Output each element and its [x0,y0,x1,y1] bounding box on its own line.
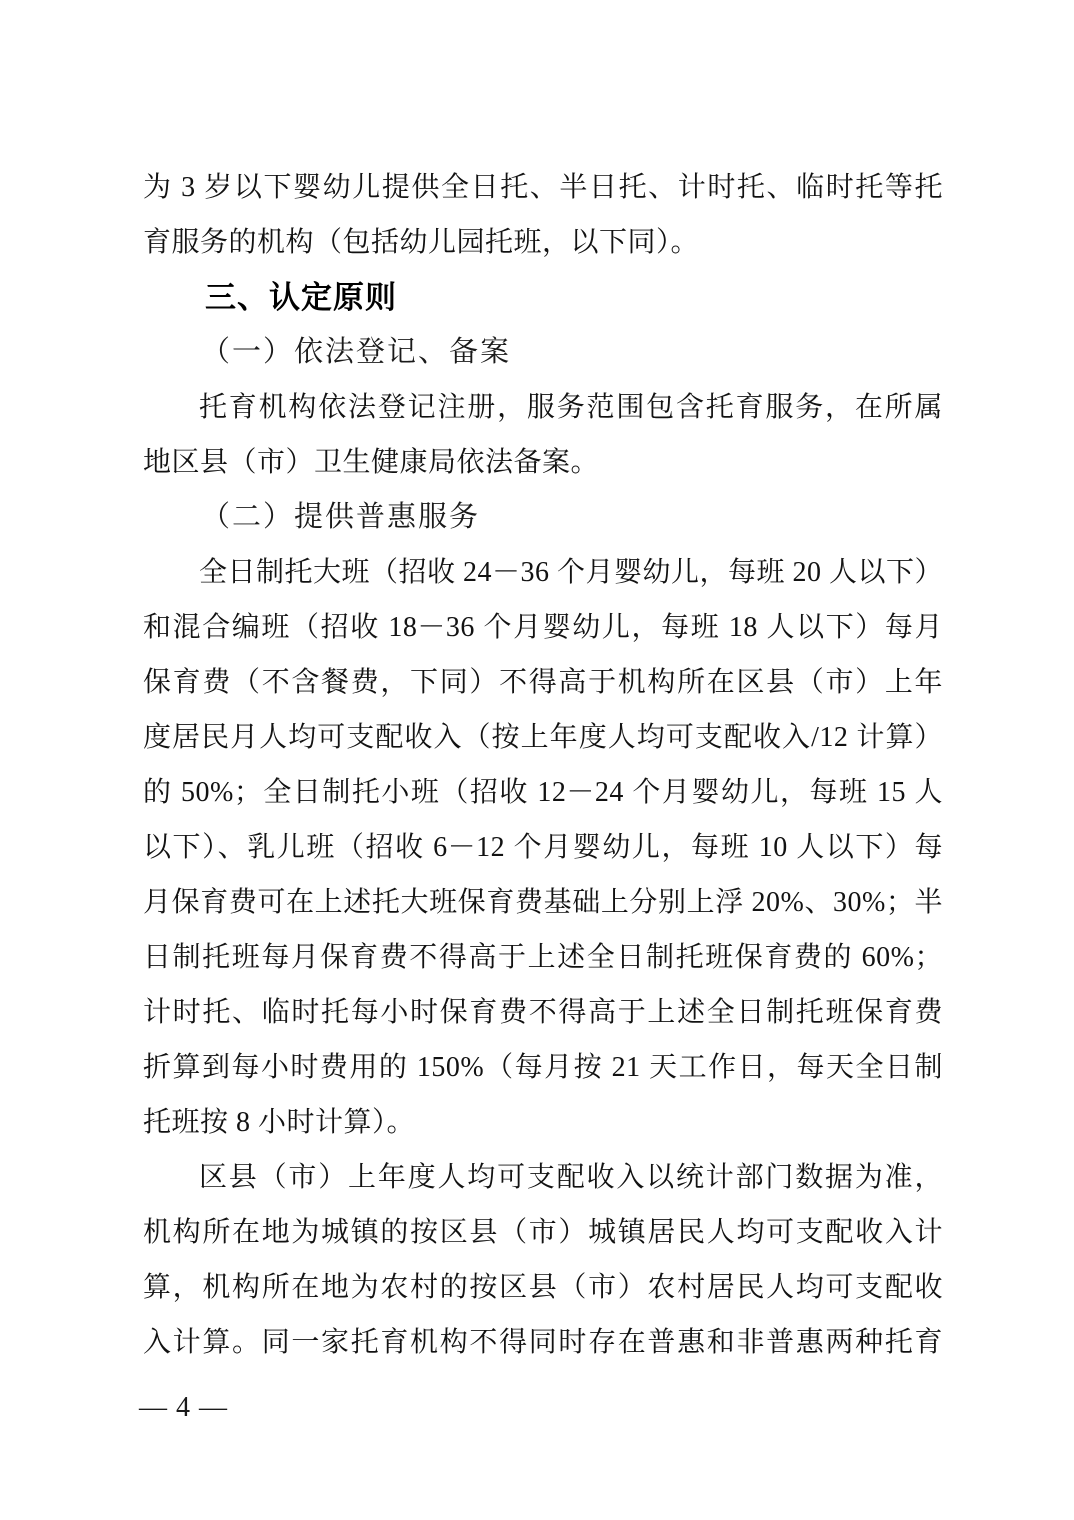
text-line: 以下）、乳儿班（招收 6－12 个月婴幼儿，每班 10 人以下）每 [143,832,943,863]
text-line: 日制托班每月保育费不得高于上述全日制托班保育费的 60%； [143,942,943,973]
text-line: 的 50%；全日制托小班（招收 12－24 个月婴幼儿，每班 15 人 [143,777,943,808]
text-line: 地区县（市）卫生健康局依法备案。 [143,447,600,478]
text-line: 月保育费可在上述托大班保育费基础上分别上浮 20%、30%；半 [143,887,943,918]
text-line: 计时托、临时托每小时保育费不得高于上述全日制托班保育费 [143,997,943,1028]
text-line: 托育机构依法登记注册，服务范围包含托育服务，在所属 [199,392,943,423]
text-line: 育服务的机构（包括幼儿园托班，以下同）。 [143,227,700,258]
page-number: — 4 — [139,1392,228,1423]
text-line: 算，机构所在地为农村的按区县（市）农村居民人均可支配收 [143,1272,943,1303]
text-line: 保育费（不含餐费，下同）不得高于机构所在区县（市）上年 [143,667,943,698]
text-line: 和混合编班（招收 18－36 个月婴幼儿，每班 18 人以下）每月 [143,612,943,643]
subsection-heading-1: （一）依法登记、备案 [201,336,512,368]
text-line: 折算到每小时费用的 150%（每月按 21 天工作日，每天全日制 [143,1052,943,1083]
text-line: 入计算。同一家托育机构不得同时存在普惠和非普惠两种托育 [143,1327,943,1358]
document-text-block [143,160,943,1370]
text-line: 机构所在地为城镇的按区县（市）城镇居民人均可支配收入计 [143,1217,943,1248]
text-line: 度居民月人均可支配收入（按上年度人均可支配收入/12 计算） [143,722,943,753]
text-line: 区县（市）上年度人均可支配收入以统计部门数据为准， [199,1162,943,1193]
text-line: 为 3 岁以下婴幼儿提供全日托、半日托、计时托、临时托等托 [143,172,943,203]
text-line: 托班按 8 小时计算）。 [143,1107,416,1138]
text-line: 全日制托大班（招收 24－36 个月婴幼儿，每班 20 人以下） [199,557,943,588]
subsection-heading-2: （二）提供普惠服务 [201,501,481,533]
section-heading: 三、认定原则 [205,280,397,315]
